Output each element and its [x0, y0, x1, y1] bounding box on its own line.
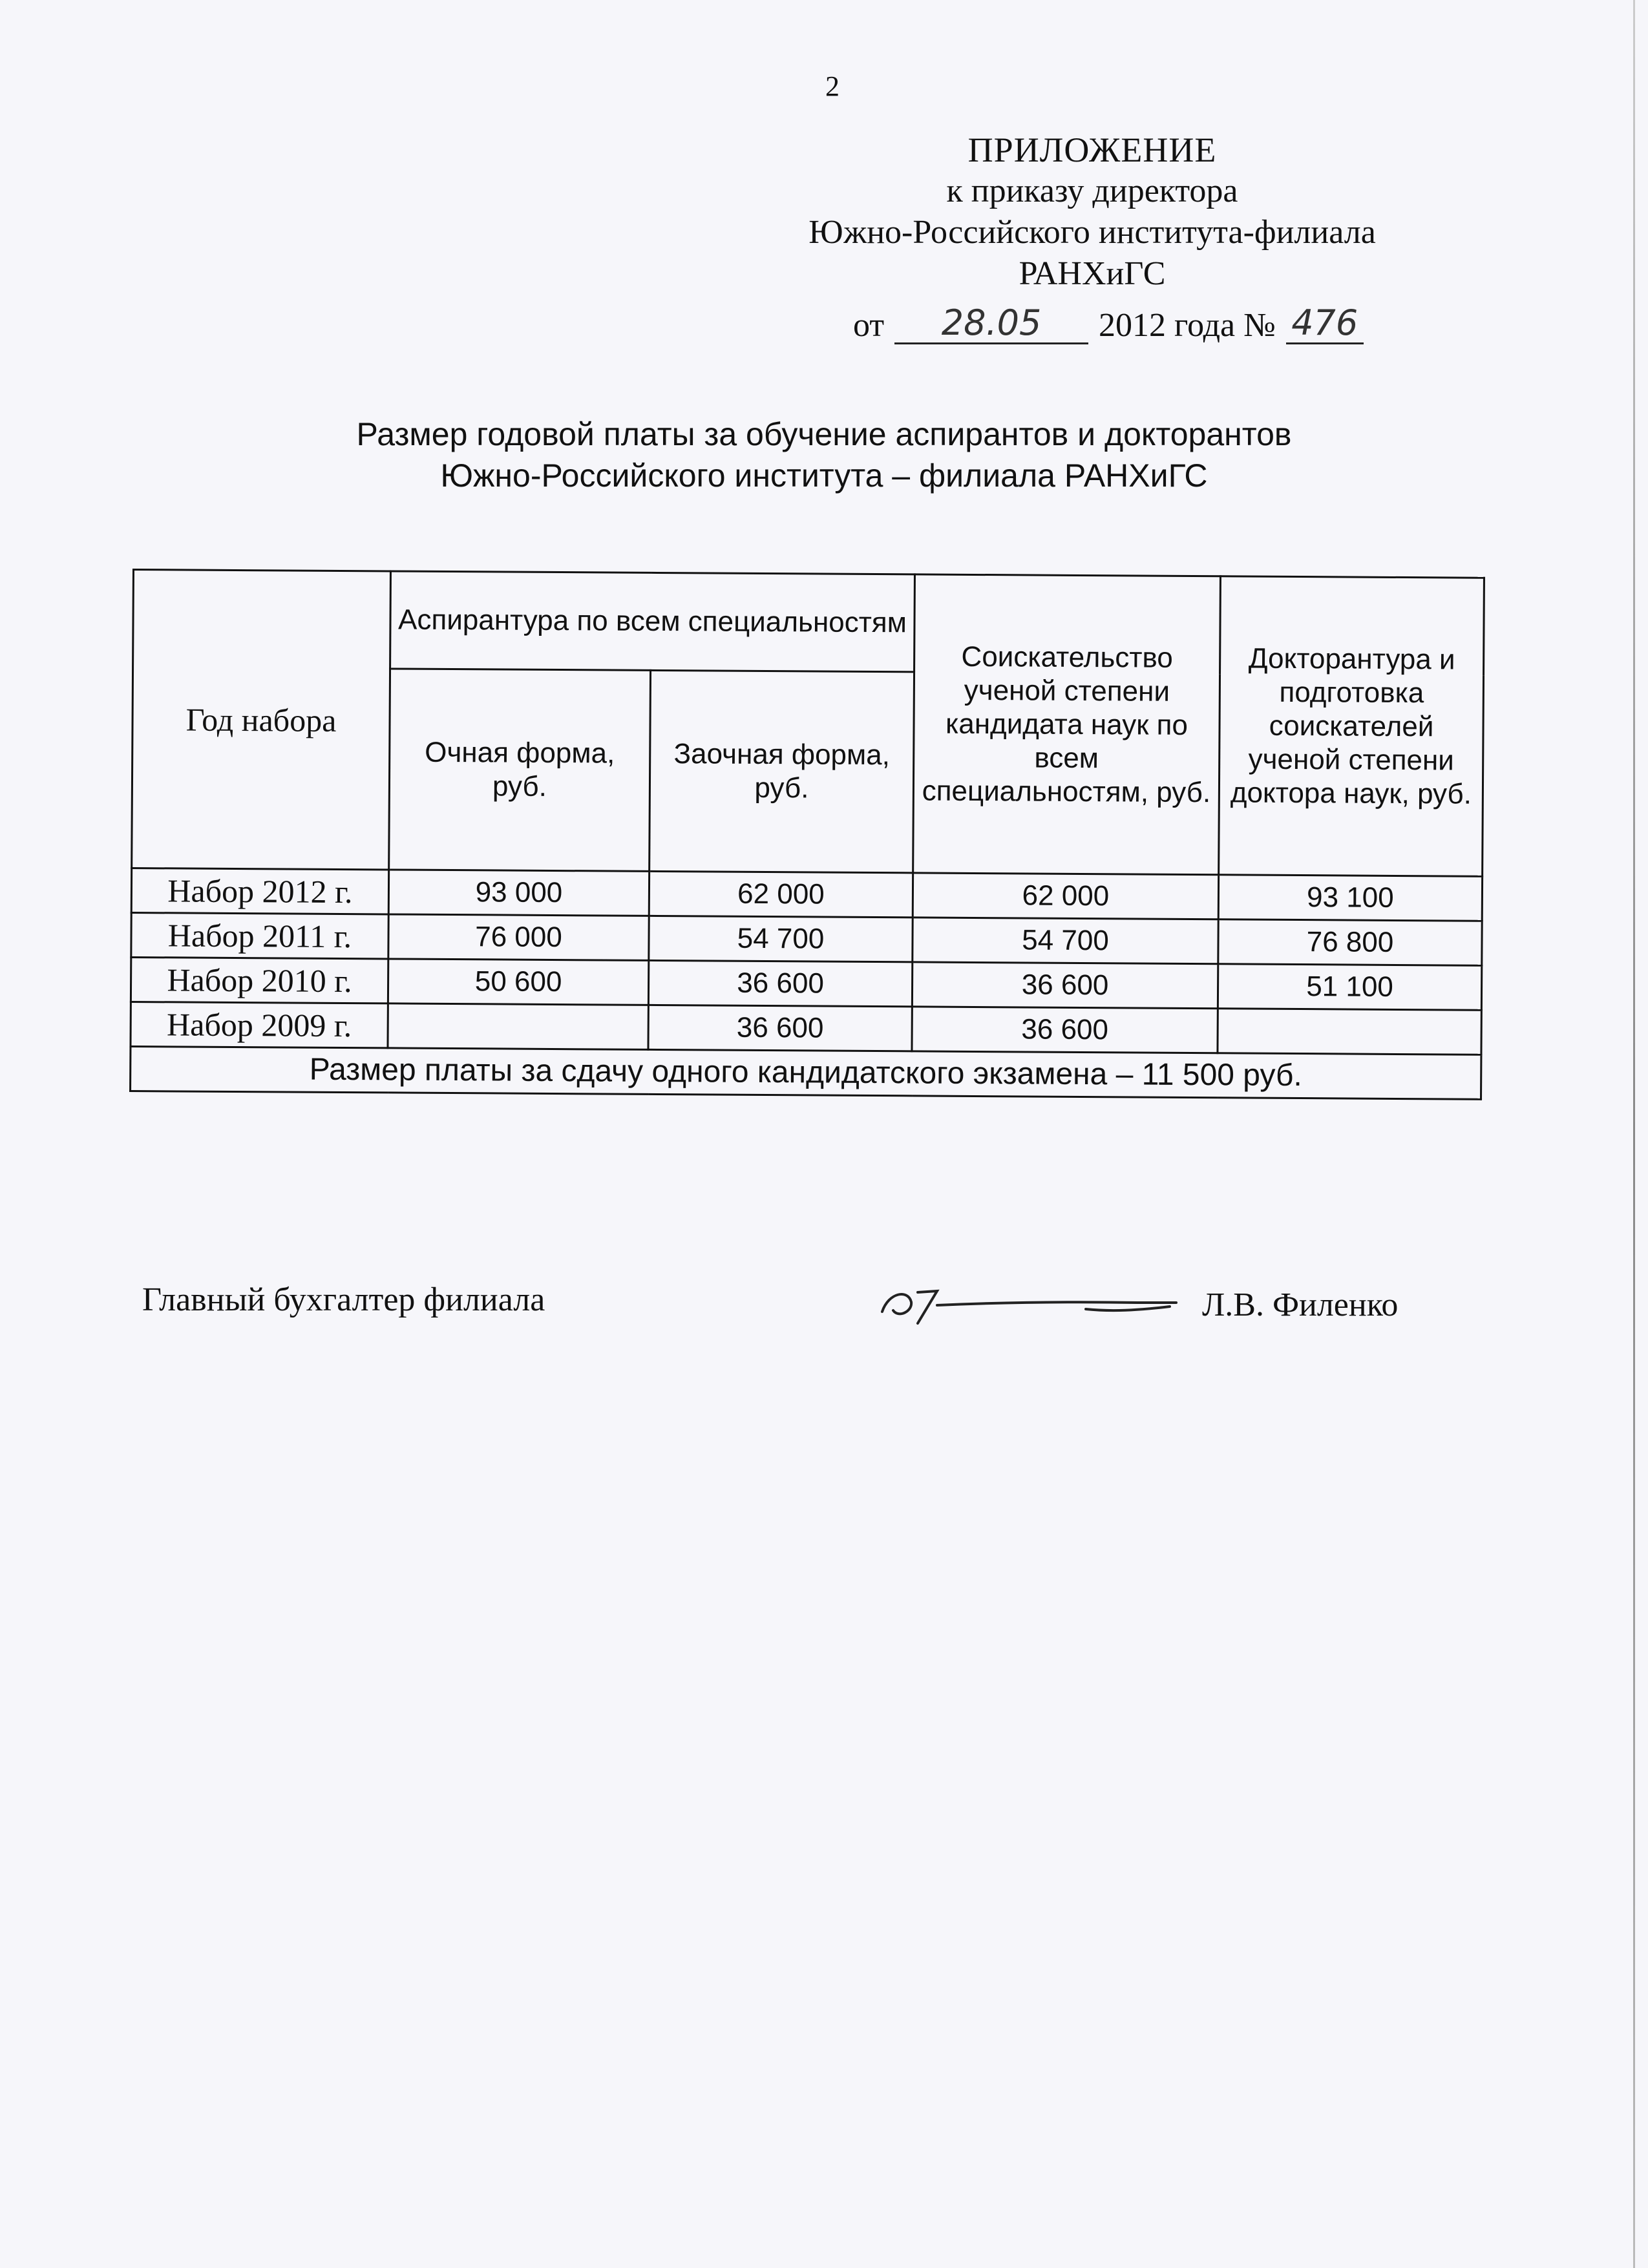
document-title — [194, 414, 1454, 496]
table-row — [131, 868, 1482, 921]
exam-fee-note: Размер платы за сдачу одного кандидатского экзамена – 11 500 руб. — [131, 1046, 1481, 1099]
exam-fee-row — [131, 1046, 1481, 1099]
fulltime-cell: 76 000 — [388, 914, 649, 960]
signature-block — [142, 1273, 1435, 1350]
institute-line: Южно-Российского института-филиала — [808, 214, 1376, 251]
fees-table — [129, 569, 1485, 1100]
table-row — [131, 912, 1482, 965]
document-title-line1: Размер годовой платы за обучение аспирантов и докторантов — [356, 416, 1292, 452]
order-date-line — [853, 304, 1435, 344]
table-row — [131, 957, 1481, 1010]
seeker-cell: 36 600 — [912, 1007, 1218, 1053]
handwritten-date: 28.05 — [894, 304, 1088, 344]
year-cell: Набор 2010 г. — [131, 957, 388, 1003]
page-edge — [1633, 0, 1635, 2268]
header-year: Год набора — [132, 570, 391, 870]
parttime-cell: 36 600 — [648, 960, 912, 1006]
fulltime-cell: 50 600 — [388, 959, 648, 1005]
doctoral-cell — [1218, 1009, 1481, 1055]
appendix-header — [743, 129, 1441, 295]
parttime-cell: 54 700 — [649, 916, 913, 961]
year-cell: Набор 2011 г. — [131, 912, 388, 958]
signatory-name: Л.В. Филенко — [1202, 1286, 1399, 1323]
document-title-line2: Южно-Российского института – филиала РАНХиГС — [440, 457, 1208, 494]
parttime-cell: 36 600 — [648, 1005, 912, 1051]
fulltime-cell — [388, 1003, 648, 1049]
seeker-cell: 36 600 — [912, 962, 1218, 1009]
doctoral-cell: 51 100 — [1218, 964, 1481, 1010]
order-line: к приказу директора — [946, 173, 1238, 209]
handwritten-order-number: 476 — [1286, 304, 1364, 344]
fulltime-cell: 93 000 — [388, 870, 649, 916]
date-suffix: 2012 года № — [1099, 307, 1276, 344]
year-cell: Набор 2012 г. — [131, 868, 388, 914]
fees-table-wrapper — [129, 569, 1485, 1100]
table-row — [131, 1002, 1481, 1055]
page-number: 2 — [825, 70, 840, 102]
doctoral-cell: 93 100 — [1218, 875, 1482, 921]
year-cell: Набор 2009 г. — [131, 1002, 388, 1047]
signatory-position: Главный бухгалтер филиала — [142, 1281, 545, 1318]
seeker-cell: 62 000 — [913, 873, 1218, 919]
header-postgrad-group: Аспирантура по всем специальностям — [390, 571, 915, 672]
academy-line: РАНХиГС — [1019, 255, 1166, 292]
header-seeker: Соискательство ученой степени кандидата наук по всем специальностям, руб. — [913, 574, 1221, 875]
parttime-cell: 62 000 — [649, 871, 913, 917]
seeker-cell: 54 700 — [913, 918, 1218, 964]
header-doctoral: Докторантура и подготовка соискателей ученой степени доктора наук, руб. — [1219, 576, 1484, 876]
header-fulltime: Очная форма, руб. — [389, 669, 651, 871]
date-prefix: от — [853, 307, 885, 344]
doctoral-cell: 76 800 — [1218, 919, 1482, 965]
table-header-row — [133, 570, 1484, 676]
header-parttime: Заочная форма, руб. — [650, 670, 914, 872]
handwritten-signature — [724, 1273, 1215, 1331]
appendix-title: ПРИЛОЖЕНИЕ — [967, 131, 1217, 169]
